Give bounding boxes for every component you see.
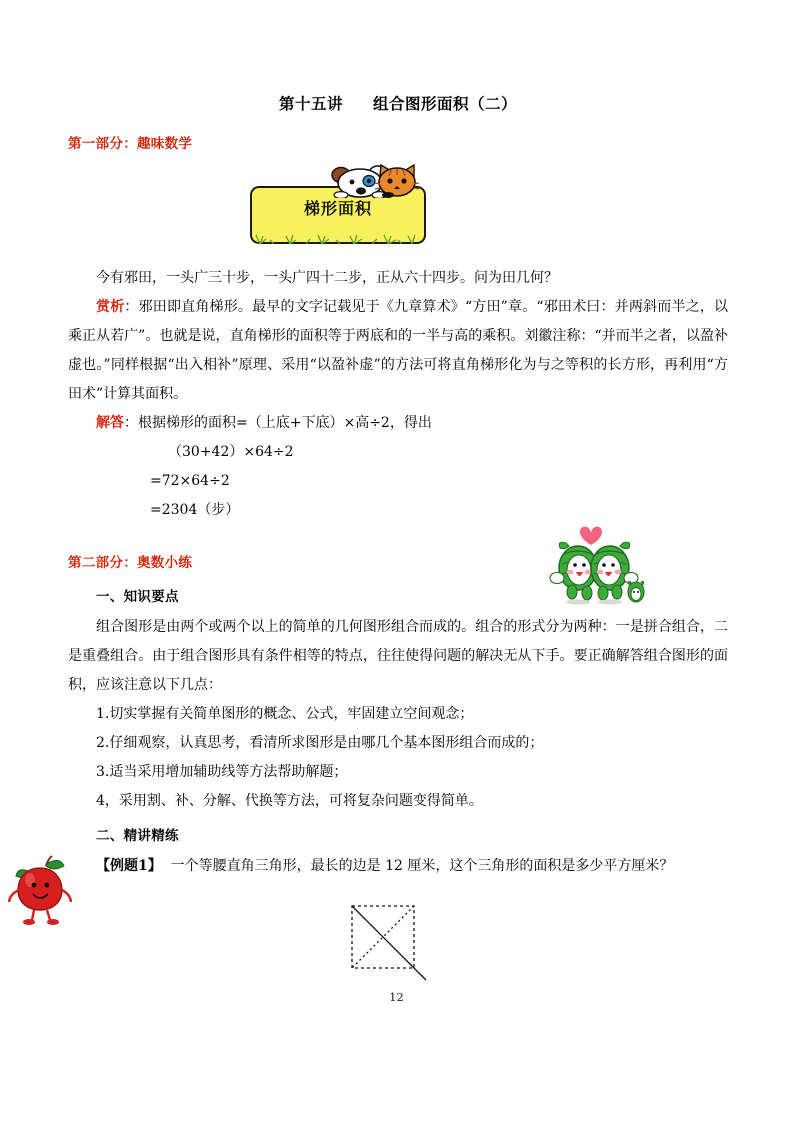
knowledge-point-3: 3.适当采用增加辅助线等方法帮助解题； <box>96 764 348 780</box>
green-mascot-pair-icon <box>545 512 647 612</box>
knowledge-point-2: 2.仔细观察，认真思考，看清所求图形是由哪几个基本图形组合而成的； <box>96 735 544 751</box>
answer-label: 解答 <box>96 415 124 431</box>
page-title <box>68 92 728 114</box>
trapezoid-banner-illustration <box>246 164 430 246</box>
apple-mascot-icon <box>6 852 74 928</box>
grass-icon <box>246 231 430 245</box>
equation-line-2: =72×64÷2 <box>150 473 230 489</box>
page-title-topic: 组合图形面积（二） <box>373 95 518 113</box>
page-number: 12 <box>389 990 404 1004</box>
equation-line-3: =2304（步） <box>150 502 240 518</box>
answer-separator: ： <box>124 415 138 431</box>
spacer <box>68 844 728 852</box>
banner-illustration-wrap <box>68 158 728 250</box>
example-1-label: 【例题1】 <box>96 858 162 874</box>
section-heading-part-two: 第二部分：奥数小练 <box>68 555 193 571</box>
analysis-text: 邪田即直角梯形。最早的文字记载见于《九章算术》“方田”章。“邪田术曰：并两斜而半之，以乘正从若广”。也就是说，直角梯形的面积等于两底和的一半与高的乘积。刘徽注称：“并而半之者，以盈补虚也。”同样根据“出入相补”原理、采用“以盈补虚”的方法可将直角梯形化为与之等积的长方形，再利用“方田术”计算其面积。 <box>68 299 729 402</box>
answer-paragraph <box>68 409 728 438</box>
isosceles-right-triangle-figure <box>346 902 430 990</box>
section-heading-part-one: 第一部分：趣味数学 <box>68 136 193 152</box>
answer-text: 根据梯形的面积=（上底+下底）×高÷2，得出 <box>138 415 432 431</box>
spacer <box>68 816 728 824</box>
analysis-separator: ： <box>124 299 139 315</box>
example-1-text: 一个等腰直角三角形，最长的边是 12 厘米，这个三角形的面积是多少平方厘米？ <box>170 858 674 874</box>
page-title-lecture: 第十五讲 <box>278 95 343 113</box>
banner-label: 梯形面积 <box>303 199 372 218</box>
analysis-label: 赏析 <box>96 299 125 315</box>
analysis-paragraph <box>68 293 728 409</box>
example-1-paragraph <box>68 852 728 881</box>
subheading-examples: 二、精讲精练 <box>96 828 179 844</box>
knowledge-point-1: 1.切实掌握有关简单图形的概念、公式，牢固建立空间观念； <box>96 706 474 722</box>
problem-statement: 今有邪田，一头广三十步，一头广四十二步，正从六十四步。问为田几何？ <box>96 270 558 286</box>
document-body <box>68 92 728 881</box>
knowledge-intro-paragraph: 组合图形是由两个或两个以上的简单的几何图形组合而成的。组合的形式分为两种：一是拼合组合，二是重叠组合。由于组合图形具有条件相等的特点，往往使得问题的解决无从下手。要正确解答组合图形的面积，应该注意以下几点： <box>68 619 728 693</box>
knowledge-point-4: 4，采用割、补、分解、代换等方法，可将复杂问题变得简单。 <box>96 793 483 809</box>
cat-icon <box>374 164 422 198</box>
subheading-knowledge-points: 一、知识要点 <box>96 589 179 605</box>
equation-line-1: （30+42）×64÷2 <box>168 444 294 460</box>
